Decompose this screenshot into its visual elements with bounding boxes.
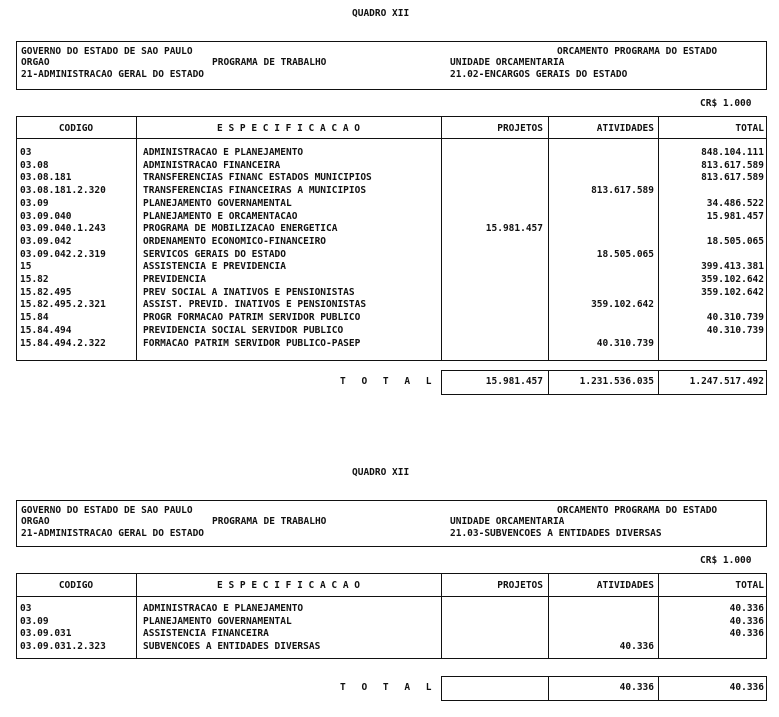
- cell-total: 40.310.739: [706, 312, 764, 324]
- cell-codigo: 03.09.031: [20, 628, 72, 640]
- cell-especificacao: PROGRAMA DE MOBILIZACAO ENERGETICA: [143, 223, 338, 235]
- section-title: QUADRO XII: [352, 8, 410, 19]
- cell-especificacao: ADMINISTRACAO E PLANEJAMENTO: [143, 603, 304, 614]
- cell-especificacao: ADMINISTRACAO E PLANEJAMENTO: [143, 147, 304, 158]
- cell-total: 359.102.642: [701, 286, 764, 298]
- header-orgao-value: 21-ADMINISTRACAO GERAL DO ESTADO: [21, 528, 205, 539]
- cell-codigo: 03: [20, 147, 32, 158]
- cell-especificacao: ASSISTENCIA E PREVIDENCIA: [143, 261, 286, 273]
- col-especificacao: E S P E C I F I C A C A O: [217, 123, 360, 134]
- cell-especificacao: PROGR FORMACAO PATRIM SERVIDOR PUBLICO: [143, 312, 361, 324]
- col-atividades: ATIVIDADES: [596, 123, 654, 134]
- cell-total: 40.336: [729, 628, 764, 640]
- cell-especificacao: PLANEJAMENTO E ORCAMENTACAO: [143, 210, 298, 222]
- cell-codigo: 03.08: [20, 159, 49, 171]
- col-especificacao: E S P E C I F I C A C A O: [217, 580, 360, 591]
- cell-total: 18.505.065: [706, 235, 764, 247]
- cell-atividades: 813.617.589: [591, 185, 654, 197]
- cell-codigo: 03.09: [20, 197, 49, 209]
- cell-especificacao: TRANSFERENCIAS FINANC ESTADOS MUNICIPIOS: [143, 172, 372, 184]
- cell-codigo: 03.08.181: [20, 172, 72, 184]
- cell-total: 813.617.589: [701, 172, 764, 184]
- col-projetos: PROJETOS: [497, 580, 543, 591]
- header-orgao: ORGAO: [21, 516, 50, 527]
- currency-unit: CR$ 1.000: [700, 98, 752, 109]
- header-orgao-value: 21-ADMINISTRACAO GERAL DO ESTADO: [21, 69, 205, 80]
- cell-codigo: 03.09.040: [20, 210, 72, 222]
- cell-projetos: 15.981.457: [485, 223, 543, 235]
- cell-codigo: 15.84: [20, 312, 49, 324]
- cell-total: 813.617.589: [701, 159, 764, 171]
- cell-total: 40.310.739: [706, 324, 764, 336]
- header-gov: GOVERNO DO ESTADO DE SAO PAULO: [21, 46, 193, 57]
- cell-especificacao: PREVIDENCIA SOCIAL SERVIDOR PUBLICO: [143, 324, 344, 336]
- col-codigo: CODIGO: [58, 580, 94, 591]
- cell-codigo: 03.09.042: [20, 235, 72, 247]
- currency-unit: CR$ 1.000: [700, 555, 752, 566]
- cell-codigo: 03.08.181.2.320: [20, 185, 106, 197]
- header-gov: GOVERNO DO ESTADO DE SAO PAULO: [21, 505, 193, 516]
- table-header-divider: [16, 138, 767, 139]
- cell-total: 40.336: [729, 615, 764, 627]
- header-programa: PROGRAMA DE TRABALHO: [212, 516, 327, 527]
- total-atividades: 1.231.536.035: [579, 376, 654, 387]
- header-unidade: UNIDADE ORCAMENTARIA: [450, 57, 565, 68]
- col-atividades: ATIVIDADES: [596, 580, 654, 591]
- header-orcamento: ORCAMENTO PROGRAMA DO ESTADO: [557, 46, 718, 57]
- cell-atividades: 359.102.642: [591, 299, 654, 311]
- section-title: QUADRO XII: [352, 467, 410, 478]
- cell-total: 40.336: [729, 603, 764, 614]
- cell-codigo: 03: [20, 603, 32, 614]
- total-projetos: 15.981.457: [485, 376, 543, 387]
- cell-total: 15.981.457: [706, 210, 764, 222]
- total-atividades: 40.336: [619, 682, 654, 693]
- cell-especificacao: SERVICOS GERAIS DO ESTADO: [143, 248, 286, 260]
- col-codigo: CODIGO: [58, 123, 94, 134]
- cell-especificacao: PREV SOCIAL A INATIVOS E PENSIONISTAS: [143, 286, 355, 298]
- header-unidade-value: 21.02-ENCARGOS GERAIS DO ESTADO: [450, 69, 628, 80]
- header-orcamento: ORCAMENTO PROGRAMA DO ESTADO: [557, 505, 718, 516]
- cell-especificacao: PLANEJAMENTO GOVERNAMENTAL: [143, 615, 292, 627]
- col-total: TOTAL: [735, 580, 764, 591]
- cell-codigo: 15: [20, 261, 32, 273]
- cell-codigo: 15.82.495.2.321: [20, 299, 106, 311]
- cell-especificacao: ORDENAMENTO ECONOMICO-FINANCEIRO: [143, 235, 327, 247]
- cell-especificacao: ASSIST. PREVID. INATIVOS E PENSIONISTAS: [143, 299, 367, 311]
- cell-atividades: 18.505.065: [596, 248, 654, 260]
- header-unidade: UNIDADE ORCAMENTARIA: [450, 516, 565, 527]
- cell-codigo: 03.09.031.2.323: [20, 641, 106, 653]
- col-projetos: PROJETOS: [497, 123, 543, 134]
- header-unidade-value: 21.03-SUBVENCOES A ENTIDADES DIVERSAS: [450, 528, 662, 539]
- cell-codigo: 15.84.494: [20, 324, 72, 336]
- cell-codigo: 03.09: [20, 615, 49, 627]
- total-total: 1.247.517.492: [689, 376, 764, 387]
- col-total: TOTAL: [735, 123, 764, 134]
- header-programa: PROGRAMA DE TRABALHO: [212, 57, 327, 68]
- cell-especificacao: SUBVENCOES A ENTIDADES DIVERSAS: [143, 641, 321, 653]
- cell-especificacao: PREVIDENCIA: [143, 274, 206, 285]
- total-label: T O T A L: [340, 682, 437, 693]
- cell-codigo: 15.82.495: [20, 286, 72, 298]
- cell-especificacao: PLANEJAMENTO GOVERNAMENTAL: [143, 197, 292, 209]
- cell-total: 399.413.381: [701, 261, 764, 273]
- cell-codigo: 03.09.040.1.243: [20, 223, 106, 235]
- header-orgao: ORGAO: [21, 57, 50, 68]
- total-label: T O T A L: [340, 376, 437, 387]
- cell-especificacao: ASSISTENCIA FINANCEIRA: [143, 628, 269, 640]
- cell-codigo: 15.82: [20, 274, 49, 285]
- cell-especificacao: FORMACAO PATRIM SERVIDOR PUBLICO-PASEP: [143, 337, 361, 349]
- table-header-divider: [16, 596, 767, 597]
- cell-especificacao: TRANSFERENCIAS FINANCEIRAS A MUNICIPIOS: [143, 185, 367, 197]
- cell-codigo: 15.84.494.2.322: [20, 337, 106, 349]
- cell-atividades: 40.336: [619, 641, 654, 653]
- cell-total: 359.102.642: [701, 274, 764, 285]
- cell-especificacao: ADMINISTRACAO FINANCEIRA: [143, 159, 281, 171]
- cell-total: 34.486.522: [706, 197, 764, 209]
- cell-total: 848.104.111: [701, 147, 764, 158]
- cell-atividades: 40.310.739: [596, 337, 654, 349]
- total-total: 40.336: [729, 682, 764, 693]
- cell-codigo: 03.09.042.2.319: [20, 248, 106, 260]
